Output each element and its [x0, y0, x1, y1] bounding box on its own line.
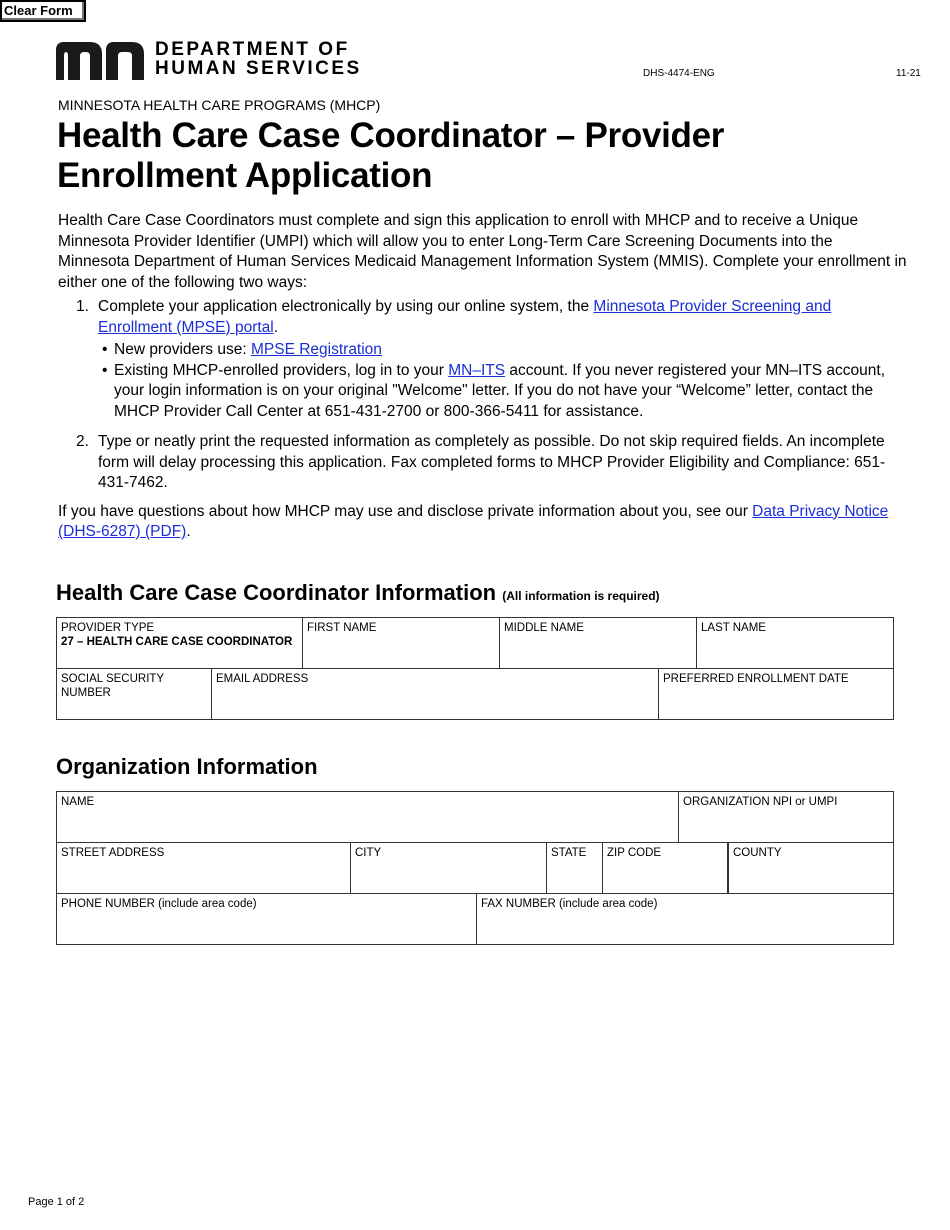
- middle-name-label: MIDDLE NAME: [504, 622, 584, 634]
- list-item: [58, 340, 908, 361]
- bullet1-text: New providers use:: [114, 341, 251, 358]
- fax-cell: [476, 894, 893, 944]
- city-cell: [350, 843, 546, 893]
- bullet-icon: •: [102, 361, 108, 379]
- state-label: STATE: [551, 847, 587, 859]
- page-title: Health Care Case Coordinator – Provider Enrollment Application: [57, 116, 725, 195]
- intro-paragraph: Health Care Case Coordinators must complete and sign this application to enroll with MHCP and to receive a Unique Minnesota Provider Identifier (UMPI) which will allow you to enter Long-Term Care Screening Documents into the Minnesota Department of Human Services Medicaid Management Information System (MMIS). Complete your enrollment in either one of the following two ways:: [58, 212, 907, 291]
- county-field[interactable]: [733, 869, 889, 889]
- street-cell: [57, 843, 350, 893]
- form-date: 11-21: [896, 68, 921, 79]
- provider-type-value: 27 – HEALTH CARE CASE COORDINATOR: [61, 636, 293, 648]
- bullet-list: [58, 340, 908, 422]
- city-label: CITY: [355, 847, 382, 859]
- bullet-icon: •: [102, 341, 108, 358]
- phone-field[interactable]: [61, 920, 472, 940]
- privacy-text: If you have questions about how MHCP may use and disclose private information about you, see our: [58, 502, 753, 520]
- city-field[interactable]: [355, 869, 542, 889]
- form-row: [57, 618, 893, 668]
- zip-cell: [602, 843, 728, 893]
- mn-its-link[interactable]: MN–ITS: [448, 361, 506, 379]
- form-row: [57, 792, 893, 842]
- bullet2-end: account. If you never registered your MN–ITS account, your login information is on your original "Welcome" letter. If you do not have your “Welcome” letter, contact the MHCP Provider Call Center at 651-431-2700 or 800-366-5411 for assistance.: [114, 361, 886, 420]
- first-name-label: FIRST NAME: [307, 622, 377, 634]
- org-name-cell: [57, 792, 678, 842]
- mpse-portal-link[interactable]: Minnesota Provider Screening and Enrollment (MPSE) portal: [98, 298, 832, 336]
- org-name-field[interactable]: [61, 818, 674, 838]
- county-cell: [728, 843, 893, 893]
- dept-name-line1: DEPARTMENT OF: [155, 39, 350, 60]
- list-item: [58, 432, 908, 494]
- ssn-field[interactable]: [61, 695, 207, 715]
- zip-field[interactable]: [607, 869, 723, 889]
- state-field[interactable]: [551, 869, 598, 889]
- middle-name-field[interactable]: [504, 644, 692, 664]
- first-name-cell: [302, 618, 499, 668]
- enrollment-date-field[interactable]: [663, 695, 889, 715]
- mn-logo-icon: [56, 40, 146, 80]
- dhs-logo: [56, 40, 376, 80]
- provider-type-label: PROVIDER TYPE: [61, 622, 155, 634]
- list-number: 2.: [76, 433, 89, 450]
- form-id: DHS-4474-ENG: [643, 68, 715, 79]
- required-note: (All information is required): [502, 589, 660, 603]
- org-name-label: NAME: [61, 796, 95, 808]
- list-number: 1.: [76, 298, 89, 315]
- fax-field[interactable]: [481, 920, 889, 940]
- mpse-registration-link[interactable]: MPSE Registration: [250, 341, 382, 358]
- intro-section: [58, 211, 908, 543]
- coordinator-title-text: Health Care Case Coordinator Information: [56, 580, 497, 605]
- clear-form-button[interactable]: Clear Form: [0, 0, 86, 22]
- coordinator-form: [56, 617, 894, 720]
- form-row: [57, 842, 893, 893]
- coordinator-section-title: [56, 580, 660, 606]
- list-item: [58, 361, 908, 423]
- email-cell: [211, 669, 658, 719]
- privacy-paragraph: [58, 502, 908, 543]
- phone-label: PHONE NUMBER (include area code): [61, 898, 257, 910]
- form-row: [57, 893, 893, 944]
- ssn-label: SOCIAL SECURITY NUMBER: [61, 673, 164, 699]
- last-name-label: LAST NAME: [701, 622, 766, 634]
- street-field[interactable]: [61, 869, 346, 889]
- county-label: COUNTY: [733, 847, 782, 859]
- privacy-end: .: [186, 523, 191, 540]
- last-name-field[interactable]: [701, 644, 889, 664]
- bullet2-text: Existing MHCP-enrolled providers, log in to your: [114, 361, 449, 379]
- org-npi-cell: [678, 792, 893, 842]
- ssn-cell: [57, 669, 211, 719]
- email-label: EMAIL ADDRESS: [216, 673, 309, 685]
- provider-type-cell: [57, 618, 302, 668]
- item1-end: .: [273, 318, 279, 336]
- item2-text: Type or neatly print the requested information as completely as possible. Do not skip required fields. An incomplete form will delay processing this application. Fax completed forms to MHCP Provider Eligibility and Compliance: 651-431-7462.: [98, 433, 886, 491]
- enrollment-date-cell: [658, 669, 893, 719]
- enrollment-date-label: PREFERRED ENROLLMENT DATE: [663, 673, 849, 685]
- last-name-cell: [696, 618, 893, 668]
- org-npi-label: ORGANIZATION NPI or UMPI: [683, 796, 838, 808]
- program-name: MINNESOTA HEALTH CARE PROGRAMS (MHCP): [58, 97, 381, 113]
- org-npi-field[interactable]: [683, 818, 889, 838]
- organization-form: [56, 791, 894, 945]
- fax-label: FAX NUMBER (include area code): [481, 898, 658, 910]
- email-field[interactable]: [216, 695, 654, 715]
- state-cell: [546, 843, 602, 893]
- form-row: [57, 668, 893, 719]
- street-label: STREET ADDRESS: [61, 847, 165, 859]
- dept-name-line2: HUMAN SERVICES: [155, 58, 362, 79]
- middle-name-cell: [499, 618, 696, 668]
- phone-cell: [57, 894, 476, 944]
- data-privacy-link[interactable]: Data Privacy Notice (DHS-6287) (PDF): [58, 502, 889, 540]
- list-item: [58, 297, 908, 338]
- zip-label: ZIP CODE: [607, 847, 662, 859]
- organization-section-title: Organization Information: [56, 754, 318, 779]
- page-number: Page 1 of 2: [28, 1196, 85, 1208]
- first-name-field[interactable]: [307, 644, 495, 664]
- item1-text: Complete your application electronically by using our online system, the: [98, 298, 594, 315]
